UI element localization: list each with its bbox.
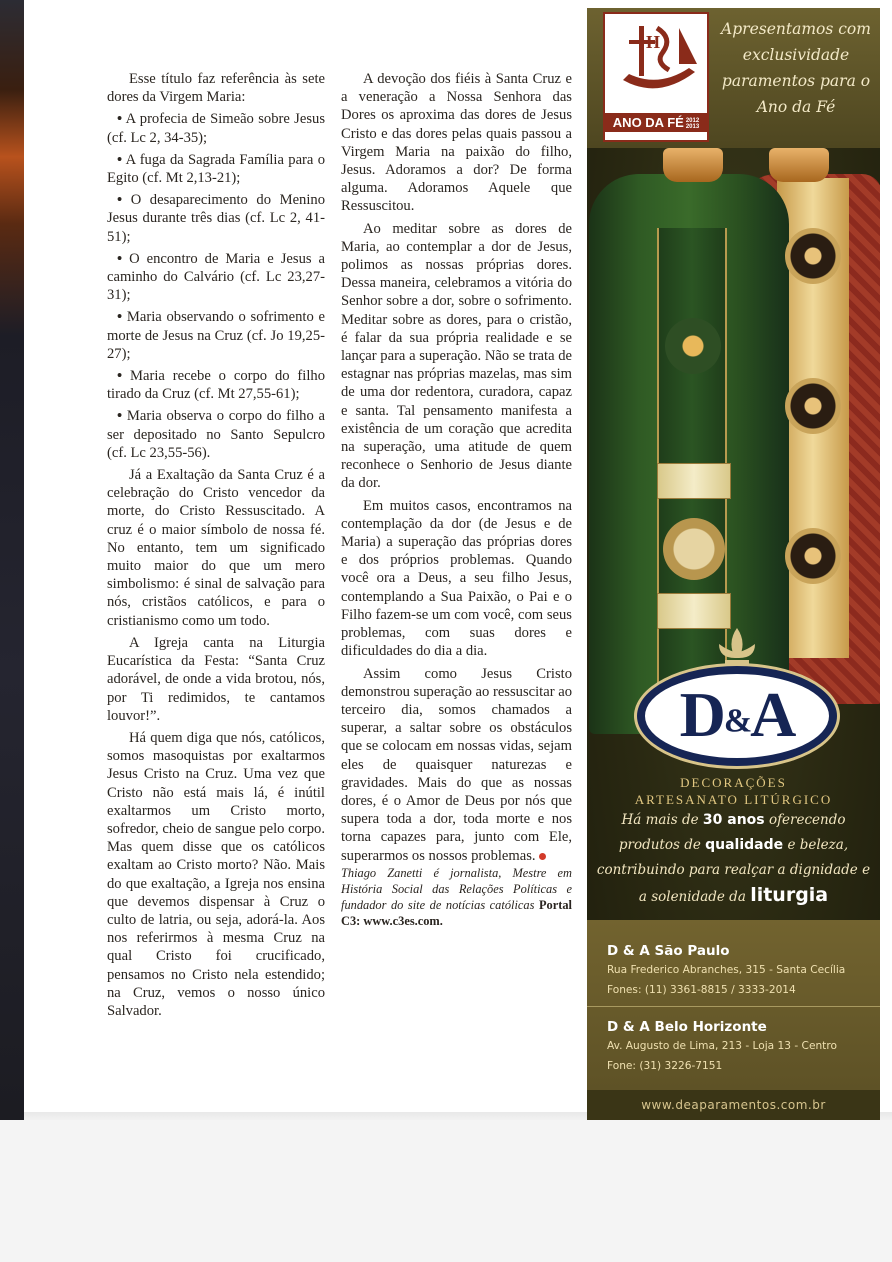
embroidered-band (657, 593, 731, 629)
ano-da-fe-logo (603, 12, 709, 142)
advertisement (587, 8, 880, 1120)
list-item: • Maria observa o corpo do filho a ser depositado no Santo Sepulcro (cf. Lc 23,55-56). (107, 408, 326, 461)
svg-text:H: H (646, 32, 661, 52)
mannequin-stand (663, 148, 723, 182)
article-column-2 (341, 70, 572, 929)
paragraph: Em muitos casos, encontramos na contemplação da dor (de Jesus e de Maria) a superação das próprias dores e dos próprios problemas. Quando você ora a Deus, a seu filho Jesus, contemplando a Sua Paixão, o Pai e o Filho fazem-se um com você, com seus problemas, com suas dores e dificuldades do dia a dia. (341, 497, 572, 660)
embroidered-band (657, 463, 731, 499)
chalice-medallion-icon (785, 528, 841, 584)
sun-emblem-icon (665, 318, 721, 374)
paragraph: Já a Exaltação da Santa Cruz é a celebração do Cristo vencedor da morte, do Cristo Ressuscitado. A cruz é o maior símbolo de nossa fé. No entanto, tem um significado muito maior do que um mero simbolismo: é sinal de salvação para nós, cristãos católicos, e para o cristianismo como um todo. (107, 467, 325, 629)
list-item: • A profecia de Simeão sobre Jesus (cf. Lc 2, 34-35); (107, 111, 325, 146)
branch-sao-paulo: D & A São Paulo Rua Frederico Abranches, 315 - Santa Cecília Fones: (11) 3361-8815 / 3333-2014 (607, 943, 846, 996)
portal-link[interactable]: Portal C3: www.c3es.com. (341, 897, 572, 928)
intro-paragraph: Esse título faz referência às sete dores da Virgem Maria: (107, 71, 325, 106)
chi-rho-icon (663, 518, 725, 580)
brand-subtitle: DECORAÇÕES ARTESANATO LITÚRGICO (634, 775, 833, 807)
article-column-1 (107, 70, 325, 1020)
list-item: • Maria observando o sofrimento e morte de Jesus na Cruz (cf. Jo 19,25-27); (107, 309, 326, 362)
ad-header (587, 8, 880, 148)
brand-name: D&A (679, 679, 795, 750)
list-item: • O encontro de Maria e Jesus a caminho do Calvário (cf. Lc 23,27-31); (107, 250, 326, 304)
list-item: • A fuga da Sagrada Família para o Egito (cf. Mt 2,13-21); (107, 151, 326, 187)
mannequin-stand (769, 148, 829, 182)
paragraph-final: Assim como Jesus Cristo demonstrou superação ao ressuscitar ao terceiro dia, somos chamados a superar, a saltar sobre os obstáculos que se colocam em nossas vidas, sejam eles de quaisquer naturezas e gravidades. Mais do que as nossas dores, é o Amor de Deus por nós que supera toda a dor, toda morte e nos torna capazes para, junto com Ele, superarmos os nossos problemas. (341, 665, 572, 864)
divider (587, 1006, 880, 1007)
contact-panel (587, 920, 880, 1090)
website-link[interactable]: www.deaparamentos.com.br (587, 1090, 880, 1120)
paragraph: Há quem diga que nós, católicos, somos masoquistas por exaltarmos Jesus Cristo na Cruz. Uma vez que Cristo não está mais lá, é inútil exaltarmos um Cristo morto, sofredor, cheio de sangue pelo corpo. Mas quem disse que os católicos exaltam ao Cristo morto? Não. Mais do que exaltação, a Igreja nos ensina que devemos dispensar à Cruz o culto de latria, ou seja, adorá-la. Aos nos referirmos à mesma Cruz na qual Cristo foi crucificado, pensamos no Cristo nela estendido; na Cruz, vemos o nosso único Salvador. (107, 729, 325, 1019)
author-credit: Thiago Zanetti é jornalista, Mestre em História Social das Relações Políticas e fundador do site de notícias católicas Portal C3: www.c3es.com. (341, 865, 572, 928)
paragraph: A Igreja canta na Liturgia Eucarística da Festa: “Santa Cruz adorável, de onde a vida brotou, nós, por Ti redimidos, te cantamos louvor!”. (107, 634, 325, 724)
list-item: • Maria recebe o corpo do filho tirado da Cruz (cf. Mt 27,55-61); (107, 368, 325, 403)
ad-intro-text: Apresentamos com exclusividade paramentos para o Ano da Fé (721, 20, 871, 116)
scan-edge-left (0, 0, 24, 1120)
chalice-medallion-icon (785, 228, 841, 284)
scan-margin-bottom (0, 1120, 892, 1262)
brand-logo (627, 628, 847, 768)
boat-cross-icon (609, 18, 707, 106)
chalice-medallion-icon (785, 378, 841, 434)
logo-caption: ANO DA FÉ 2012 2013 (605, 113, 707, 132)
end-mark-icon (539, 853, 546, 860)
paragraph: A devoção dos fiéis à Santa Cruz e a veneração a Nossa Senhora das Dores os aproxima das dores de Jesus Cristo e das dores pelas quais passou a Virgem Maria na paixão do filho, Jesus. Adoramos a dor? De forma alguma. Adoramos Aquele que Ressuscitou. (341, 71, 572, 215)
branch-belo-horizonte: D & A Belo Horizonte Av. Augusto de Lima, 213 - Loja 13 - Centro Fone: (31) 3226-7151 (607, 1019, 837, 1072)
paragraph: Ao meditar sobre as dores de Maria, ao contemplar a dor de Jesus, polimos as nossas próprias dores. Dessa maneira, celebramos a vitória do Senhor sobre a dor, sobre o sofrimento. Meditar sobre as dores, para o cristão, é falar da sua própria realidade e se lançar para a superação. Não se trata de estagnar nas próprias mazelas, mas sim de uma dor redentora, curadora, capaz e santa. Tal pensamento manifesta a existência de um coração que acredita na superação, uma atitude de quem reconhece o Senhorio de Jesus diante da dor. (341, 220, 572, 492)
ad-slogan: Há mais de 30 anos oferecendo produtos de qualidade e beleza, contribuindo para realçar a dignidade e a solenidade da liturgia (596, 812, 871, 906)
list-item: • O desaparecimento do Menino Jesus durante três dias (cf. Lc 2, 41-51); (107, 192, 325, 245)
